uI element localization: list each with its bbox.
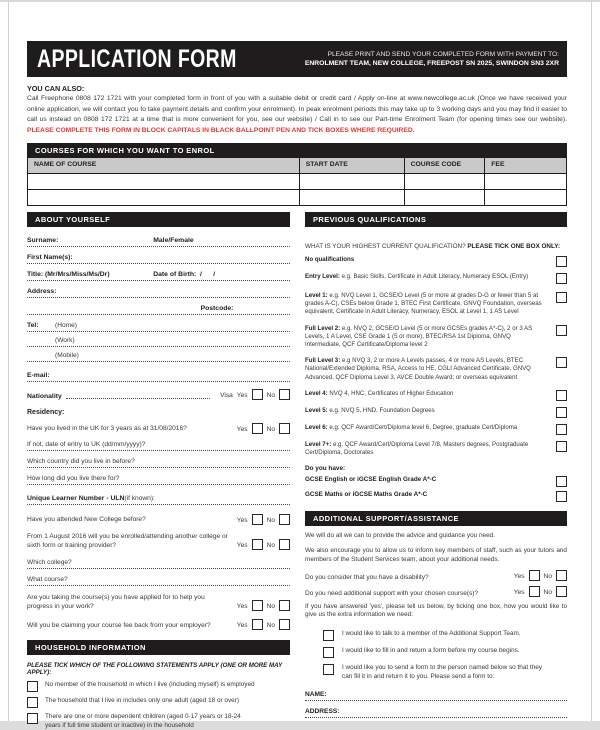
- uk-no-checkbox[interactable]: [279, 423, 290, 434]
- intro-paragraph: [27, 94, 567, 136]
- qual-desc: e.g. Basic Skills, Certificate in Adult Literacy, Numeracy ESOL (Entry): [339, 273, 529, 280]
- surname-field[interactable]: [27, 236, 290, 247]
- household-option-3: [27, 713, 290, 730]
- how-long-field[interactable]: [27, 474, 290, 485]
- attended-before-label: Have you attended New College before?: [27, 516, 146, 524]
- no-label: No: [266, 517, 275, 524]
- no-label: No: [266, 622, 275, 630]
- tick-one-box-label: PLEASE TICK ONE BOX ONLY:: [467, 243, 561, 250]
- qual-label: Level 6:: [305, 423, 328, 431]
- full-level-2-checkbox[interactable]: [556, 325, 567, 336]
- yes-label: Yes: [236, 542, 248, 550]
- nationality-label: Nationality: [27, 393, 62, 400]
- dob-slashes: / /: [196, 271, 216, 278]
- support-option-2-checkbox[interactable]: [323, 647, 334, 658]
- other-college-question: [27, 533, 290, 550]
- which-college-field[interactable]: [27, 558, 290, 569]
- household-section-title: HOUSEHOLD INFORMATION: [27, 640, 290, 655]
- progress-no-checkbox[interactable]: [279, 600, 290, 611]
- qual-desc: e.g. NVQ Level 1, GCSE/O Level (5 or more at grades D-G or fewer than 5 at grades A-C), CSEs below Grade 1, BTEC First Certificate, GNVQ Foundation, overseas equivalent, Certificate in Adult Literacy, Numeracy, ESOL at Level 1, 1 AS Level: [305, 292, 542, 316]
- intro-heading: YOU CAN ALSO:: [27, 84, 85, 93]
- level-7-checkbox[interactable]: [556, 441, 567, 452]
- course-code-cell[interactable]: [405, 189, 486, 205]
- courses-header-row: [28, 158, 566, 173]
- support-name-field[interactable]: [305, 691, 567, 701]
- support-option-1: [323, 630, 567, 641]
- no-label: No: [266, 542, 275, 550]
- gcse-maths-label: GCSE Maths or iGCSE Maths Grade A*-C: [305, 491, 428, 499]
- start-date-cell[interactable]: [300, 189, 405, 205]
- yes-no-group: [237, 423, 290, 434]
- payment-line-1: PLEASE PRINT AND SEND YOUR COMPLETED FORM WITH PAYMENT TO:: [327, 51, 559, 58]
- yes-label: Yes: [236, 517, 248, 524]
- yes-label: Yes: [513, 572, 525, 580]
- support-address-label: ADDRESS:: [305, 707, 340, 715]
- what-course-field[interactable]: [27, 575, 290, 586]
- qualification-item-full-level-2: [305, 325, 567, 350]
- household-checkbox-3[interactable]: [27, 713, 38, 724]
- qual-desc: e.g NVQ 3, 2 or more A Levels passes, 4 or more AS Levels, BTEC National/Extended Diploma, RSA, Access to HE, CGLI Advanced Certificate, GNVQ Advanced, QCF Diploma Level 3, AVCE Double Award; or overseas equivalent: [305, 357, 531, 381]
- uln-suffix: (if known):: [124, 495, 155, 502]
- support-option-2-label: I would like to fill in and return a form before my course begins.: [342, 647, 520, 655]
- qual-label: Level 5:: [305, 406, 328, 414]
- support-option-3: [323, 664, 567, 682]
- tel-home-label: (Home): [55, 322, 77, 329]
- qualification-item-full-level-3: [305, 357, 567, 382]
- visa-label: Visa: [220, 392, 233, 399]
- household-checkbox-1[interactable]: [27, 681, 38, 692]
- attended-no-checkbox[interactable]: [279, 514, 290, 525]
- yes-no-group: [514, 570, 567, 581]
- additional-support-title: ADDITIONAL SUPPORT/ASSISTANCE: [305, 511, 567, 526]
- no-label: No: [266, 392, 275, 399]
- fee-cell[interactable]: [485, 189, 566, 205]
- household-option-2: [27, 697, 290, 708]
- gcse-english-checkbox[interactable]: [556, 476, 567, 487]
- qual-label: Full Level 2:: [305, 324, 341, 332]
- intro-body: Call Freephone 0808 172 1721 with your completed form in front of you with a suitable debit or credit card / Apply on-line at www.newcollege.ac.uk (Once we have received your online application, we will contact you to take payment details and confirm your enrolment). In peak enrolment periods this may take up to 3 working days and you may find it easier to call us instead on 0808 172 1721 at a time that is more convenient for you, see our website) / Call in to see our Part-time Enrolment Team (for opening times see our website).: [27, 95, 567, 123]
- address-field[interactable]: [27, 287, 290, 298]
- support-option-2: [323, 647, 567, 658]
- attended-before-question: [27, 514, 290, 525]
- progress-work-question: [27, 594, 290, 611]
- support-name-label: NAME:: [305, 690, 327, 698]
- yes-label: Yes: [513, 588, 525, 596]
- gcse-english-label: GCSE English or iGCSE English Grade A*-C: [305, 476, 437, 484]
- about-yourself-title: ABOUT YOURSELF: [27, 212, 290, 227]
- disability-label: Do you consider that you have a disability?: [305, 573, 429, 581]
- table-row: [28, 189, 566, 205]
- column-header-course-code: COURSE CODE: [405, 158, 486, 173]
- postcode-label: Postcode:: [200, 305, 234, 312]
- yes-label: Yes: [236, 603, 248, 611]
- first-names-field[interactable]: [27, 253, 290, 264]
- page-edge-right: [591, 0, 592, 722]
- gcse-english-row: [305, 476, 567, 487]
- level-1-checkbox[interactable]: [556, 292, 567, 303]
- email-label: E-mail:: [27, 372, 50, 379]
- do-you-have-heading: Do you have:: [305, 465, 346, 473]
- progress-yes-checkbox[interactable]: [252, 600, 263, 611]
- column-header-fee: FEE: [491, 161, 505, 168]
- qual-label: Full Level 3:: [305, 357, 341, 365]
- male-female-label: Male/Female: [153, 237, 194, 244]
- address-line2-field[interactable]: [27, 304, 290, 315]
- tel-mobile-field[interactable]: [27, 351, 290, 362]
- page-edge-left: [8, 0, 9, 722]
- no-label: No: [543, 588, 552, 596]
- claim-fee-label: Will you be claiming your course fee back from your employer?: [27, 621, 211, 629]
- qualification-item-level-1: [305, 292, 567, 317]
- first-names-label: First Name(s):: [27, 254, 73, 261]
- qual-desc: NVQ 4, HNC, Certificates of Higher Education: [327, 389, 454, 397]
- qualification-item-no-quals: [305, 256, 567, 267]
- other-college-yes-checkbox[interactable]: [252, 539, 263, 550]
- lived-in-uk-question: [27, 423, 290, 434]
- qual-desc: e.g. NVQ 5, HND, Foundation Degrees: [327, 406, 435, 414]
- courses-section: [27, 143, 567, 206]
- residency-heading: Residency:: [27, 409, 65, 416]
- about-yourself-section: [27, 212, 290, 730]
- course-name-cell[interactable]: [28, 189, 300, 205]
- start-date-cell[interactable]: [300, 173, 405, 189]
- fee-cell[interactable]: [485, 173, 566, 189]
- other-college-no-checkbox[interactable]: [279, 539, 290, 550]
- qualification-item-level-7: [305, 441, 567, 457]
- qual-desc: e.g. NVQ 2, GCSE/O Level (5 or more GCSEs grades A*-C), 2 or 3 AS Levels, 1 A Level, CSE Grade 1 (5 or more), BTEC/RSA 1st Diploma, GNVQ Intermediate, QCF Certificate/Diploma level 2: [305, 324, 533, 349]
- nationality-field[interactable]: [66, 398, 210, 399]
- support-no-checkbox[interactable]: [556, 586, 567, 597]
- qual-desc: e.g. QCF Award/Cert/Diploma Level 7/8, Masters degrees, Postgraduate Cert/Diploma, Doctorates: [305, 440, 529, 457]
- household-checkbox-2[interactable]: [27, 697, 38, 708]
- household-option-3-label: There are one or more dependent children (aged 0-17 years or 18-24 years if full time student or inactive) in the household: [45, 713, 241, 729]
- qual-label: No qualifications: [305, 256, 355, 263]
- yes-label: Yes: [236, 426, 248, 433]
- support-option-3-checkbox[interactable]: [323, 664, 334, 675]
- course-name-cell[interactable]: [28, 173, 300, 189]
- yes-no-group: [237, 514, 290, 525]
- yes-no-group: [237, 619, 290, 630]
- intro-notice: PLEASE COMPLETE THIS FORM IN BLOCK CAPITALS IN BLACK BALLPOINT PEN AND TICK BOXES WHERE REQUIRED.: [27, 126, 415, 134]
- title-label: Title: (Mr/Mrs/Miss/Ms/Dr): [27, 271, 110, 278]
- qual-label: Level 7+:: [305, 440, 332, 448]
- course-code-cell[interactable]: [405, 173, 486, 189]
- intro-section: [27, 84, 567, 136]
- disability-question: [305, 570, 567, 581]
- gcse-maths-row: [305, 491, 567, 502]
- qual-desc: e.g. QCF Award/Cert/Diploma level 6, Degree, graduate Cert/Diploma: [327, 423, 518, 431]
- support-option-1-checkbox[interactable]: [323, 630, 334, 641]
- entry-level-checkbox[interactable]: [556, 273, 567, 284]
- visa-yes-no-group: [220, 389, 290, 400]
- uln-label: Unique Learner Number - ULN: [27, 495, 125, 502]
- household-option-2-label: The household that I live in includes only one adult (aged 18 or over): [45, 697, 239, 705]
- what-course-label: What course?: [27, 576, 68, 584]
- qual-label: Level 4:: [305, 389, 328, 397]
- uln-field[interactable]: [27, 494, 290, 505]
- yes-no-group: [514, 586, 567, 597]
- country-before-label: Which country did you live in before?: [27, 458, 135, 465]
- courses-section-title: COURSES FOR WHICH YOU WANT TO ENROL: [27, 143, 567, 158]
- column-header-start-date: START DATE: [300, 158, 405, 173]
- tel-work-field[interactable]: [27, 336, 290, 347]
- address-label: Address:: [27, 288, 57, 295]
- no-label: No: [266, 603, 275, 611]
- yes-no-group: [237, 600, 290, 611]
- level-6-checkbox[interactable]: [556, 424, 567, 435]
- highest-qualification-question: WHAT IS YOUR HIGHEST CURRENT QUALIFICATION? PLEASE TICK ONE BOX ONLY:: [305, 243, 561, 250]
- tel-label: Tel:: [27, 322, 39, 329]
- uk-yes-checkbox[interactable]: [252, 423, 263, 434]
- previous-qualifications-title: PREVIOUS QUALIFICATIONS: [305, 212, 567, 227]
- entry-date-field[interactable]: [27, 440, 290, 451]
- tel-mobile-label: (Mobile): [55, 352, 79, 359]
- visa-no-checkbox[interactable]: [279, 389, 290, 400]
- support-address-field[interactable]: [305, 708, 567, 718]
- gcse-maths-checkbox[interactable]: [556, 491, 567, 502]
- support-paragraph-3: If you have answered 'yes', please tell us below, by ticking one box, how you would like to give us the extra information we need:: [305, 602, 567, 619]
- support-option-3-label: I would like you to send a form to the person named below so that they can fill it in and return it to you. Please send a form to:: [342, 664, 543, 681]
- other-college-label: From 1 August 2016 will you be enrolled/attending another college or sixth form or training provider?: [27, 533, 228, 549]
- table-row: [28, 173, 566, 189]
- nationality-row: [27, 389, 290, 400]
- column-header-course-name: NAME OF COURSE: [28, 158, 300, 173]
- full-level-3-checkbox[interactable]: [556, 357, 567, 368]
- claim-fee-question: [27, 619, 290, 630]
- no-quals-checkbox[interactable]: [556, 256, 567, 267]
- support-yes-checkbox[interactable]: [529, 586, 540, 597]
- disability-yes-checkbox[interactable]: [529, 570, 540, 581]
- attended-yes-checkbox[interactable]: [252, 514, 263, 525]
- title-dob-field[interactable]: [27, 270, 290, 281]
- qualification-item-level-6: [305, 424, 567, 435]
- yes-label: Yes: [236, 622, 248, 630]
- qual-label: Entry Level:: [305, 273, 340, 280]
- lived-in-uk-label: Have you lived in the UK for 3 years as at 31/08/2016?: [27, 425, 187, 433]
- yes-label: Yes: [236, 392, 248, 399]
- surname-label: Surname:: [27, 237, 59, 244]
- additional-support-question: [305, 586, 567, 597]
- yes-no-group: [237, 539, 290, 550]
- payment-instructions: [305, 50, 559, 68]
- additional-support-label: Do you need additional support with your chosen course(s)?: [305, 589, 479, 597]
- progress-work-label: Are you taking the course(s) you have applied for to help you progress in your work?: [27, 594, 205, 610]
- support-option-1-label: I would like to talk to a member of the Additional Support Team.: [342, 630, 521, 638]
- tel-work-label: (Work): [55, 337, 75, 344]
- household-option-1-label: No member of the household in which I live (including myself) is employed: [45, 681, 255, 689]
- visa-yes-checkbox[interactable]: [252, 389, 263, 400]
- how-long-label: How long did you live there for?: [27, 475, 120, 482]
- header-banner: [27, 41, 567, 77]
- country-before-field[interactable]: [27, 457, 290, 468]
- level-4-checkbox[interactable]: [556, 390, 567, 401]
- qualification-item-level-4: [305, 390, 567, 401]
- household-intro: PLEASE TICK WHICH OF THE FOLLOWING STATEMENTS APPLY (ONE OR MORE MAY APPLY):: [27, 662, 283, 677]
- page-title: APPLICATION FORM: [37, 44, 237, 73]
- level-5-checkbox[interactable]: [556, 407, 567, 418]
- entry-date-label: If not, date of entry to UK (dd/mm/yyyy)?: [27, 441, 146, 448]
- courses-table: [27, 158, 567, 206]
- qualification-item-entry-level: [305, 273, 567, 284]
- email-field[interactable]: [27, 371, 290, 382]
- no-label: No: [266, 426, 275, 433]
- which-college-label: Which college?: [27, 559, 72, 567]
- qualification-item-level-5: [305, 407, 567, 418]
- payment-line-2: ENROLMENT TEAM, NEW COLLEGE, FREEPOST SN 2025, SWINDON SN3 2XR: [304, 60, 559, 67]
- no-label: No: [543, 572, 552, 580]
- claim-yes-checkbox[interactable]: [252, 619, 263, 630]
- support-paragraph-1: We will do all we can to provide the advice and guidance you need.: [305, 532, 495, 540]
- tel-home-field[interactable]: [27, 321, 290, 332]
- support-paragraph-2: We also encourage you to allow us to inform key members of staff, such as your tutors and members of the Student Services team, about your additional needs.: [305, 547, 567, 563]
- disability-no-checkbox[interactable]: [556, 570, 567, 581]
- claim-no-checkbox[interactable]: [279, 619, 290, 630]
- qual-label: Level 1:: [305, 292, 328, 299]
- previous-qualifications-section: [305, 212, 567, 718]
- dob-label: Date of Birth: / /: [153, 271, 216, 278]
- household-option-1: [27, 681, 290, 692]
